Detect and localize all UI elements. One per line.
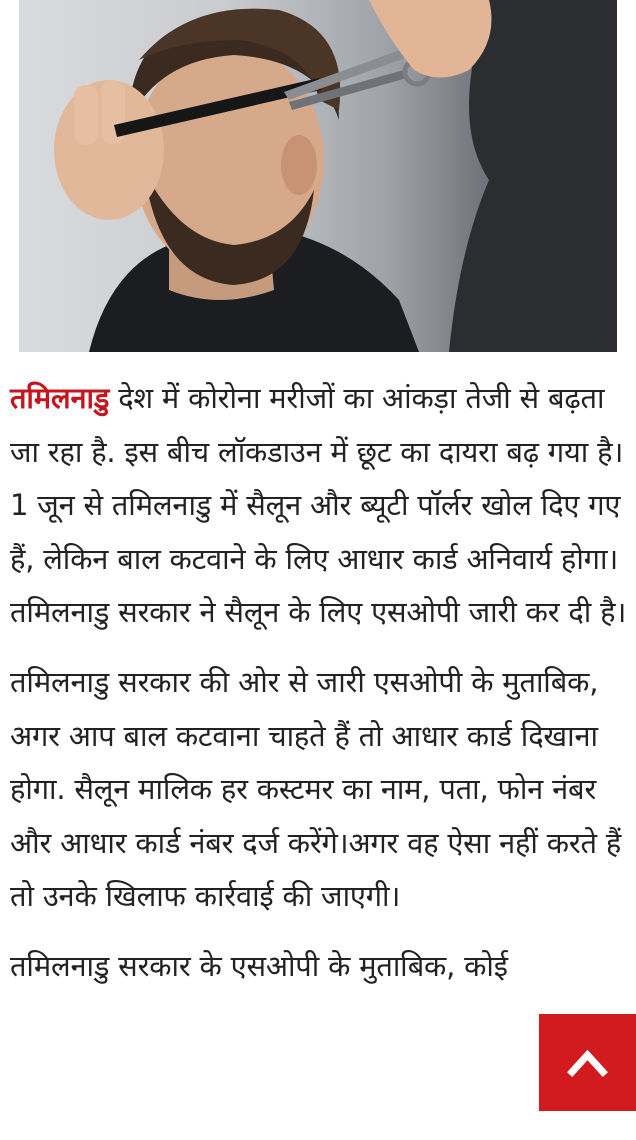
paragraph-1-text: देश में कोरोना मरीजों का आंकड़ा तेजी से बढ़ता जा रहा है. इस बीच लॉकडाउन में छूट का दायरा बढ़ गया है। 1 जून से तमिलनाडु में सैलून और ब्यूटी पॉर्लर खोल दिए गए हैं, लेकिन बाल कटवाने के लिए आधार कार्ड अनिवार्य होगा। तमिलनाडु सरकार ने सैलून के लिए एसओपी जारी कर दी है।	[10, 381, 627, 630]
haircut-photo	[19, 0, 617, 352]
article-paragraph-1	[10, 372, 630, 640]
article-hero-image	[19, 0, 617, 352]
back-to-top-button[interactable]	[539, 1014, 636, 1111]
chevron-up-icon	[567, 1042, 608, 1083]
lead-tag-link[interactable]: तमिलनाडु	[10, 381, 110, 415]
article-paragraph-3: तमिलनाडु सरकार के एसओपी के मुताबिक, कोई	[10, 948, 508, 983]
article-body	[10, 372, 630, 1010]
article-paragraph-2: तमिलनाडु सरकार की ओर से जारी एसओपी के मुताबिक, अगर आप बाल कटवाना चाहते हैं तो आधार कार्ड दिखाना होगा. सैलून मालिक हर कस्टमर का नाम, पता, फोन नंबर और आधार कार्ड नंबर दर्ज करेंगे।अगर वह ऐसा नहीं करते हैं तो उनके खिलाफ कार्रवाई की जाएगी।	[10, 664, 622, 914]
